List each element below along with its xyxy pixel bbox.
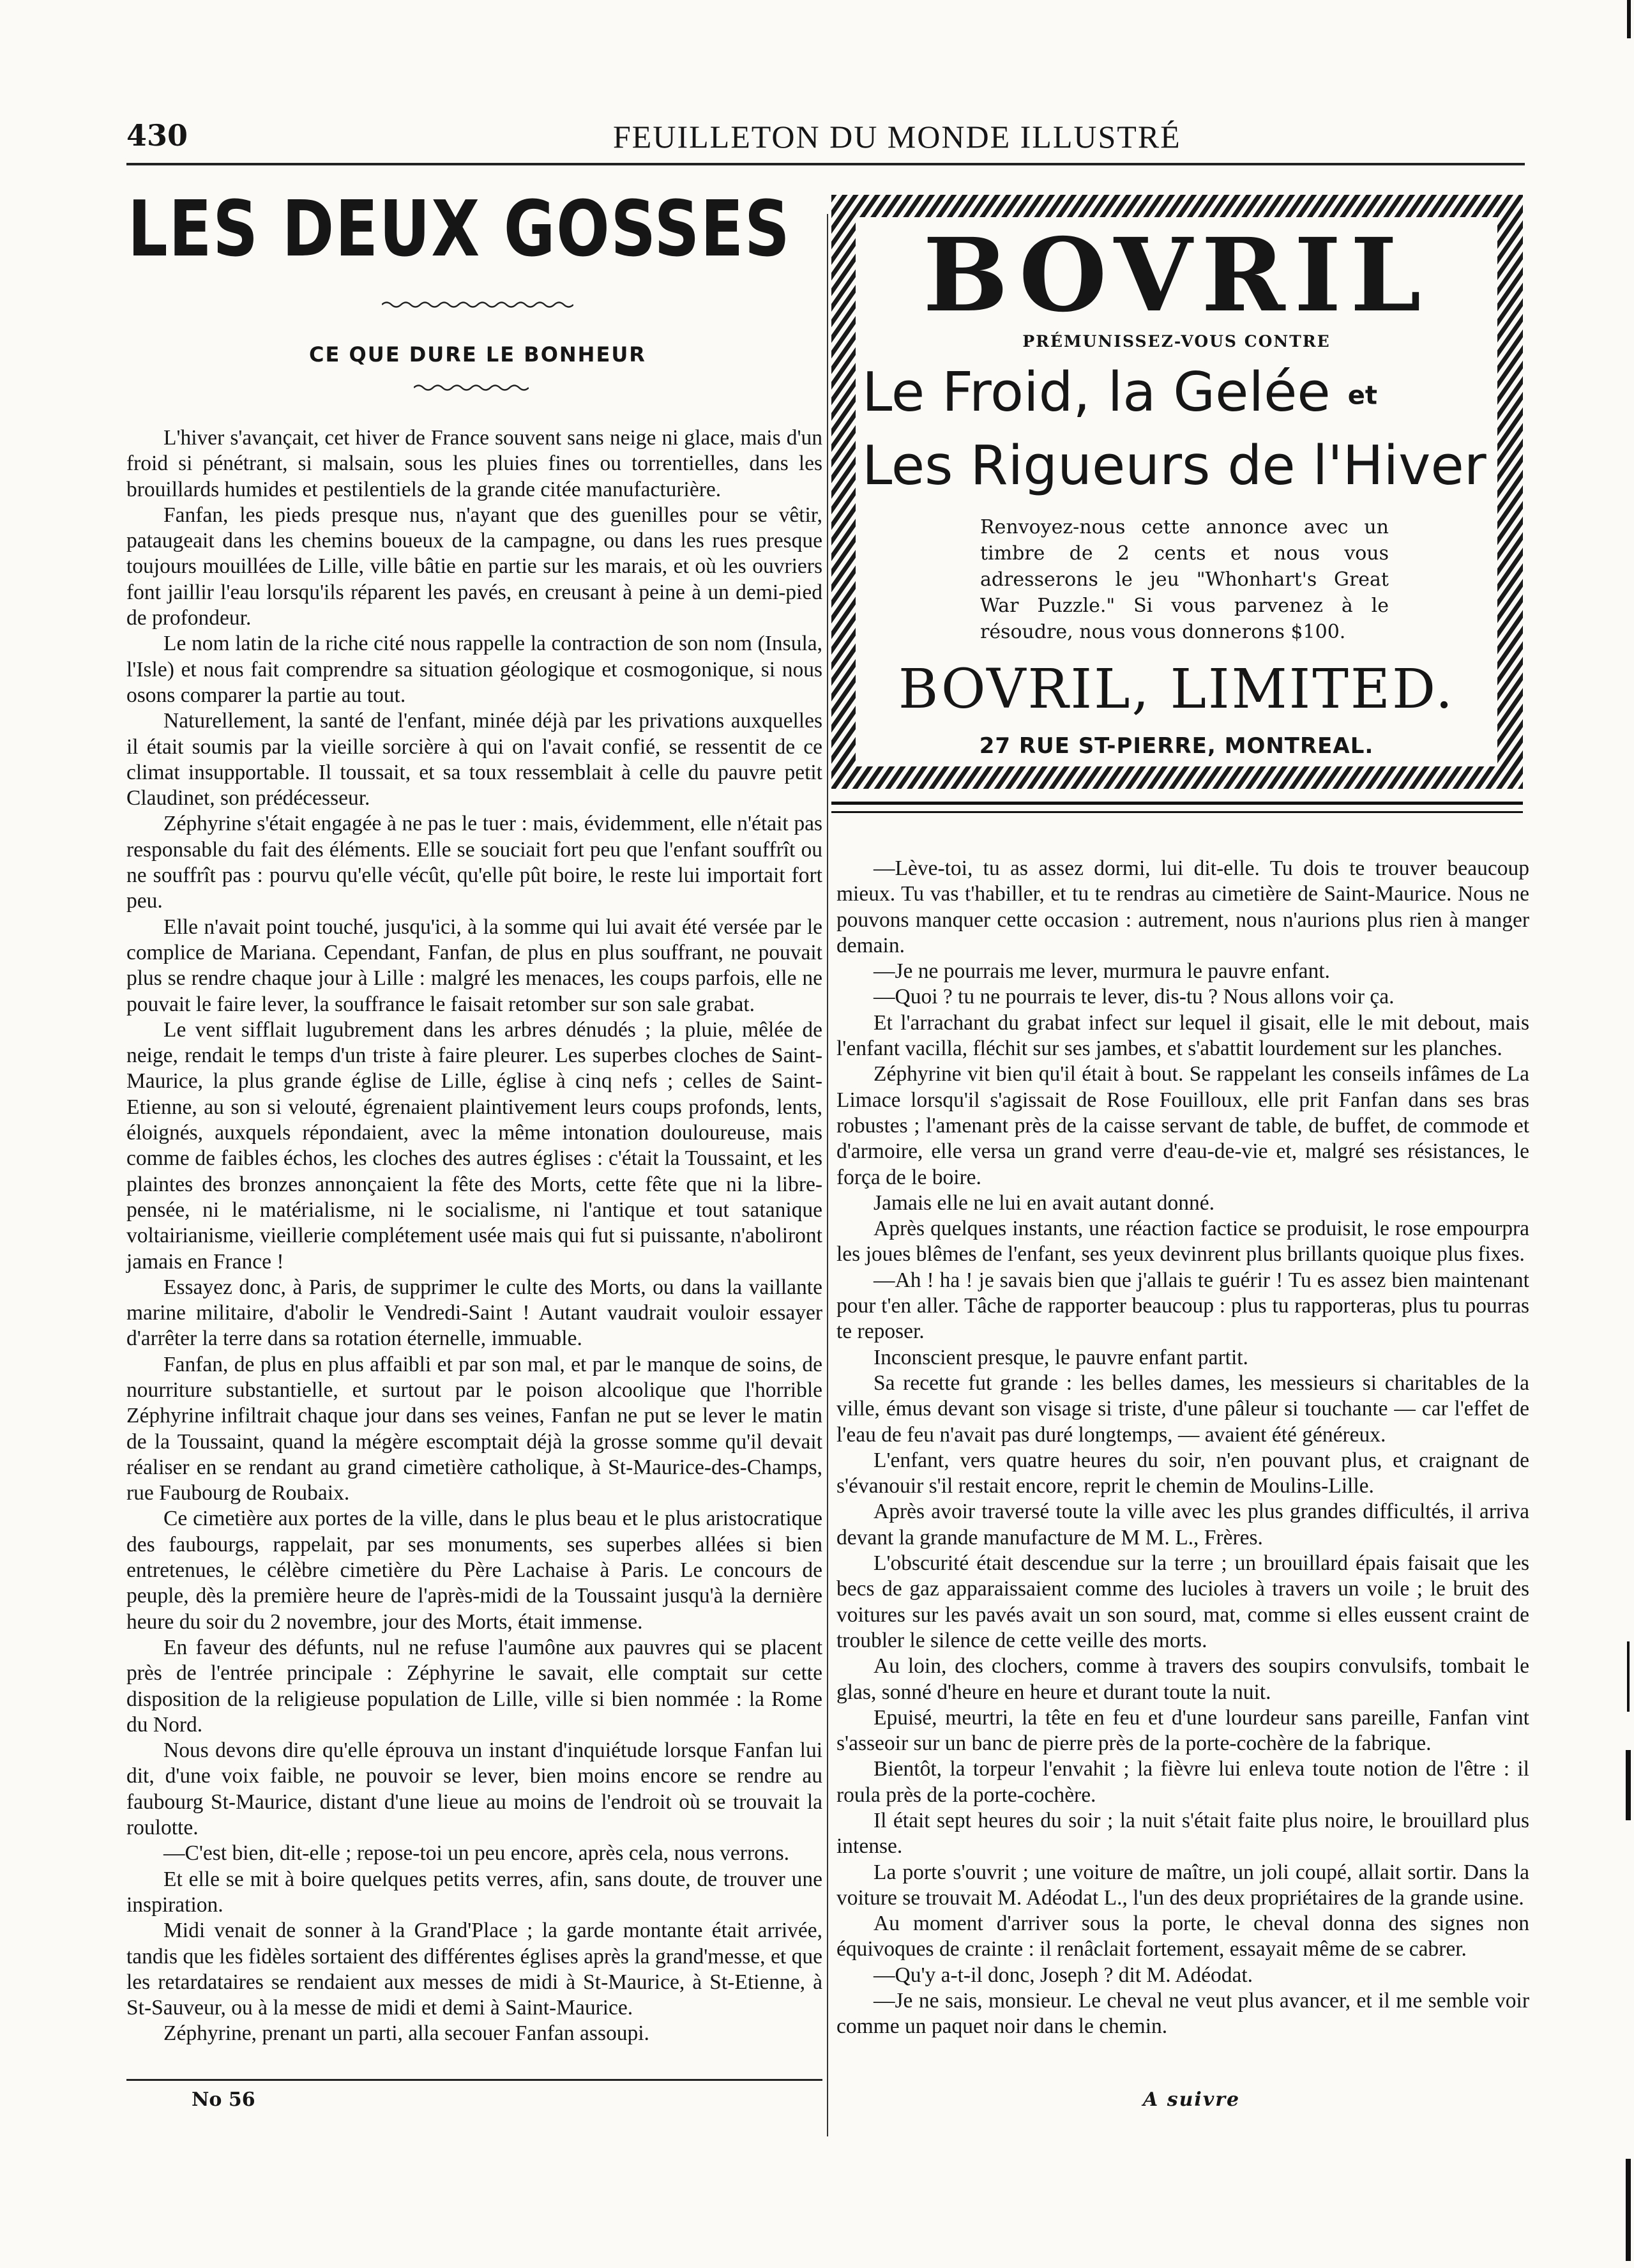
edge-mark xyxy=(1626,2159,1631,2261)
paragraph: Le vent sifflait lugubrement dans les arbres dénudés ; la pluie, mêlée de neige, rendait le temps d'un triste à faire pleurer. Les superbes cloches de Saint-Maurice, la plus grande église de Lille, église à cinq nefs ; celles de Saint-Etienne, au son si velouté, égrenaient plaintivement leurs coups profonds, lents, éloignés, auxquels répondaient, avec la même intonation douloureuse, mais comme de faibles échos, les cloches des autres églises : c'était la Toussaint, et les plaintes des bronzes annonçaient la fête des Morts, cette fête que ni la libre-pensée, ni le matérialisme, ni le socialisme, ni l'antique et tout satanique voltairianisme, vieillerie complétement usée mais qui fut si puissante, n'aboliront jamais en France ! xyxy=(126,1017,822,1274)
ad-bottom-rule xyxy=(831,802,1523,805)
paragraph: Et l'arrachant du grabat infect sur lequel il gisait, elle le mit debout, mais l'enfant vacilla, fléchit sur ses jambes, et s'abattit lourdement sur les planches. xyxy=(836,1010,1529,1061)
ad-brand: BOVRIL xyxy=(923,217,1430,335)
paragraph: Et elle se mit à boire quelques petits verres, afin, sans doute, de trouver une inspiration. xyxy=(126,1867,822,1917)
paragraph: Ce cimetière aux portes de la ville, dans le plus beau et le plus aristocratique des faubourgs, rappelait, par ses monuments, ses superbes allées si bien entretenues, le célèbre cimetière du Père Lachaise à Paris. Le concours de peuple, dès la première heure de l'après-midi de la Toussaint jusqu'à la dernière heure du soir du 2 novembre, jour des Morts, était immense. xyxy=(126,1507,822,1634)
paragraph: —Lève-toi, tu as assez dormi, lui dit-elle. Tu dois te trouver beaucoup mieux. Tu vas t'habiller, et tu te rendras au cimetière de Saint-Maurice. Nous ne pouvons manquer cette occasion : autrement, nous n'aurions plus rien à manger demain. xyxy=(836,856,1529,957)
column-divider xyxy=(827,214,828,2136)
paragraph: Midi venait de sonner à la Grand'Place ; la garde montante était arrivée, tandis que les fidèles sortaient des différentes églises après la grand'messe, et que les retardataires se rendaient aux messes de midi à St-Maurice, à St-Etienne, à St-Sauveur, ou à la messe de midi et demi à Saint-Maurice. xyxy=(126,1919,822,2020)
chapter-title: CE QUE DURE LE BONHEUR xyxy=(309,342,646,367)
issue-number: No 56 xyxy=(192,2089,255,2111)
paragraph: Après avoir traversé toute la ville avec les plus grandes difficultés, il arriva devant la grande manufacture de M M. L., Frères. xyxy=(836,1500,1529,1549)
ad-headline-line2: Les Rigueurs de l'Hiver xyxy=(862,434,1486,498)
wavy-ornament-bottom xyxy=(414,383,529,392)
ad-headline-connector: et xyxy=(1347,381,1377,411)
paragraph: Jamais elle ne lui en avait autant donné. xyxy=(874,1191,1214,1215)
paragraph: —Quoi ? tu ne pourrais te lever, dis-tu ? Nous allons voir ça. xyxy=(874,985,1395,1009)
paragraph: Essayez donc, à Paris, de supprimer le culte des Morts, ou dans la vaillante marine militaire, d'abolir le Vendredi-Saint ! Autant vaudrait vouloir essayer d'arrêter la terre dans sa rotation éternelle, immuable. xyxy=(126,1275,822,1351)
paragraph: Sa recette fut grande : les belles dames, les messieurs si charitables de la ville, émus devant son visage si triste, d'une pâleur si touchante — car l'effet de l'eau de feu n'avait pas duré longtemps, — avaient été généreux. xyxy=(836,1371,1529,1447)
paragraph: Au loin, des clochers, comme à travers des soupirs convulsifs, tombait le glas, sonné d'heure en heure et durant toute la nuit. xyxy=(836,1654,1529,1704)
paragraph: L'hiver s'avançait, cet hiver de France souvent sans neige ni glace, mais d'un froid si pénétrant, si malsain, sous les pluies fines ou torrentielles, dans les brouillards humides et pestilentiels de la grande citée manufacturière. xyxy=(126,426,822,501)
running-title: FEUILLETON DU MONDE ILLUSTRÉ xyxy=(613,119,1181,155)
paragraph: Après quelques instants, une réaction factice se produisit, le rose empourpra les joues blêmes de l'enfant, ses yeux devinrent plus brillants quoique plus fixes. xyxy=(836,1217,1529,1267)
paragraph: Le nom latin de la riche cité nous rappelle la contraction de son nom (Insula, l'Isle) et nous fait comprendre sa situation géologique et cosmogonique, si nous osons comparer la partie au tout. xyxy=(126,632,822,707)
wavy-ornament-top xyxy=(382,300,573,309)
story-column-right xyxy=(836,856,1529,2040)
ad-company-name: BOVRIL, LIMITED. xyxy=(898,658,1455,721)
story-column-left xyxy=(126,425,822,2047)
story-title: LES DEUX GOSSES xyxy=(128,185,791,274)
ad-headline-line1 xyxy=(862,361,1501,428)
paragraph: Elle n'avait point touché, jusqu'ici, à la somme qui lui avait été versée par le complice de Mariana. Cependant, Fanfan, de plus en plus souffrant, ne pouvait plus se rendre chaque jour à Lille : malgré les menaces, les coups parfois, elle ne pouvait le faire lever, la souffrance le faisait retomber sur son sale grabat. xyxy=(126,915,822,1016)
paragraph: —Je ne pourrais me lever, murmura le pauvre enfant. xyxy=(874,959,1330,984)
footer-rule xyxy=(126,2079,822,2081)
paragraph: —Je ne sais, monsieur. Le cheval ne veut plus avancer, et il me semble voir comme un paquet noir dans le chemin. xyxy=(836,1989,1529,2039)
paragraph: —Qu'y a-t-il donc, Joseph ? dit M. Adéodat. xyxy=(874,1963,1253,1987)
paragraph: L'enfant, vers quatre heures du soir, n'en pouvant plus, et craignant de s'évanouir s'il restait encore, reprit le chemin de Moulins-Lille. xyxy=(836,1448,1529,1498)
paragraph: Au moment d'arriver sous la porte, le cheval donna des signes non équivoques de crainte : il renâclait fortement, essayait même de se cabrer. xyxy=(836,1912,1529,1961)
ad-tagline: PRÉMUNISSEZ-VOUS CONTRE xyxy=(1022,332,1331,351)
paragraph: Nous devons dire qu'elle éprouva un instant d'inquiétude lorsque Fanfan lui dit, d'une voix faible, ne pouvoir se lever, bien moins encore se rendre au faubourg St-Maurice, distant d'une lieue au moins de l'endroit où se trouvait la roulotte. xyxy=(126,1739,822,1840)
paragraph: —Ah ! ha ! je savais bien que j'allais te guérir ! Tu es assez bien maintenant pour t'en aller. Tâche de rapporter beaucoup : plus tu rapporteras, plus tu pourras te reposer. xyxy=(836,1268,1529,1344)
header-rule xyxy=(126,163,1525,165)
paragraph: L'obscurité était descendue sur la terre ; un brouillard épais faisait que les becs de gaz apparaissaient comme des lucioles à travers un voile ; le bruit des voitures sur les pavés avait un son sourd, mat, comme si elles eussent craint de troubler le silence de cette veille des morts. xyxy=(836,1551,1529,1652)
paragraph: —C'est bien, dit-elle ; repose-toi un peu encore, après cela, nous verrons. xyxy=(163,1841,790,1866)
edge-mark xyxy=(1627,1641,1630,1712)
ad-address: 27 RUE ST-PIERRE, MONTREAL. xyxy=(979,733,1374,759)
paragraph: Inconscient presque, le pauvre enfant partit. xyxy=(874,1345,1248,1369)
paragraph: La porte s'ouvrit ; une voiture de maître, un joli coupé, allait sortir. Dans la voiture se trouvait M. Adéodat L., l'un des deux propriétaires de la grande usine. xyxy=(836,1860,1529,1910)
paragraph: Epuisé, meurtri, la tête en feu et d'une lourdeur sans pareille, Fanfan vint s'asseoir sur un banc de pierre près de la porte-cochère de la fabrique. xyxy=(836,1705,1529,1756)
paragraph: Zéphyrine s'était engagée à ne pas le tuer : mais, évidemment, elle n'était pas responsable du fait des éléments. Elle se souciait fort peu que l'enfant souffrît ou ne souffrît pas : pourvu qu'elle vécût, qu'elle pût boire, le reste lui importait fort peu. xyxy=(126,812,822,913)
ad-headline-text: Le Froid, la Gelée xyxy=(862,361,1331,424)
paragraph: Il était sept heures du soir ; la nuit s'était faite plus noire, le brouillard plus intense. xyxy=(836,1808,1529,1859)
paragraph: Zéphyrine vit bien qu'il était à bout. Se rappelant les conseils infâmes de La Limace lorsqu'il s'agissait de Rose Fouilloux, elle prit Fanfan dans ses bras robustes ; l'amenant près de la caisse servant de table, de buffet, de commode et d'armoire, elle versa un grand verre d'eau-de-vie et, malgré ses résistances, le força de le boire. xyxy=(836,1062,1529,1189)
ad-body-text: Renvoyez-nous cette annonce avec un timbre de 2 cents et nous vous adresserons le jeu "Whonhart's Great War Puzzle." Si vous parvenez à le résoudre, nous vous donnerons $100. xyxy=(980,516,1389,643)
paragraph: Naturellement, la santé de l'enfant, minée déjà par les privations auxquelles il était soumis par la vieille sorcière à qui on l'avait confié, se ressentit de ce climat insupportable. Il toussait, et sa toux ressemblait à celle du pauvre petit Claudinet, son prédécesseur. xyxy=(126,709,822,811)
continuation-note: A suivre xyxy=(1143,2089,1241,2111)
paragraph: En faveur des défunts, nul ne refuse l'aumône aux pauvres qui se placent près de l'entrée principale : Zéphyrine le savait, elle comptait sur cette disposition de la religieuse population de Lille, ville si bien nommée : la Rome du Nord. xyxy=(126,1635,822,1737)
edge-mark xyxy=(1626,1750,1631,1820)
ad-bottom-rule-thin xyxy=(831,811,1523,813)
paragraph: Fanfan, de plus en plus affaibli et par son mal, et par le manque de soins, de nourriture substantielle, et surtout par le poison alcoolique que l'horrible Zéphyrine infiltrait chaque jour dans ses veines, Fanfan ne put se lever le matin de la Toussaint, quand la mégère escomptait déjà la grosse somme qu'il devait réaliser en se rendant au grand cimetière catholique, à St-Maurice-des-Champs, rue Faubourg de Roubaix. xyxy=(126,1352,822,1505)
paragraph: Bientôt, la torpeur l'envahit ; la fièvre lui enleva toute notion de l'être : il roula près de la porte-cochère. xyxy=(836,1757,1529,1807)
edge-mark xyxy=(1627,0,1631,38)
paragraph: Zéphyrine, prenant un parti, alla secouer Fanfan assoupi. xyxy=(163,2021,649,2046)
page-number: 430 xyxy=(126,118,188,153)
paragraph: Fanfan, les pieds presque nus, n'ayant que des guenilles pour se vêtir, pataugeait dans les chemins boueux de la campagne, ou dans les rues presque toujours mouillées de Lille, ville bâtie en partie sur les marais, et où les ouvriers font jaillir l'eau lorsqu'ils réparent les pavés, en creusant à peine à un demi-pied de profondeur. xyxy=(126,503,822,630)
